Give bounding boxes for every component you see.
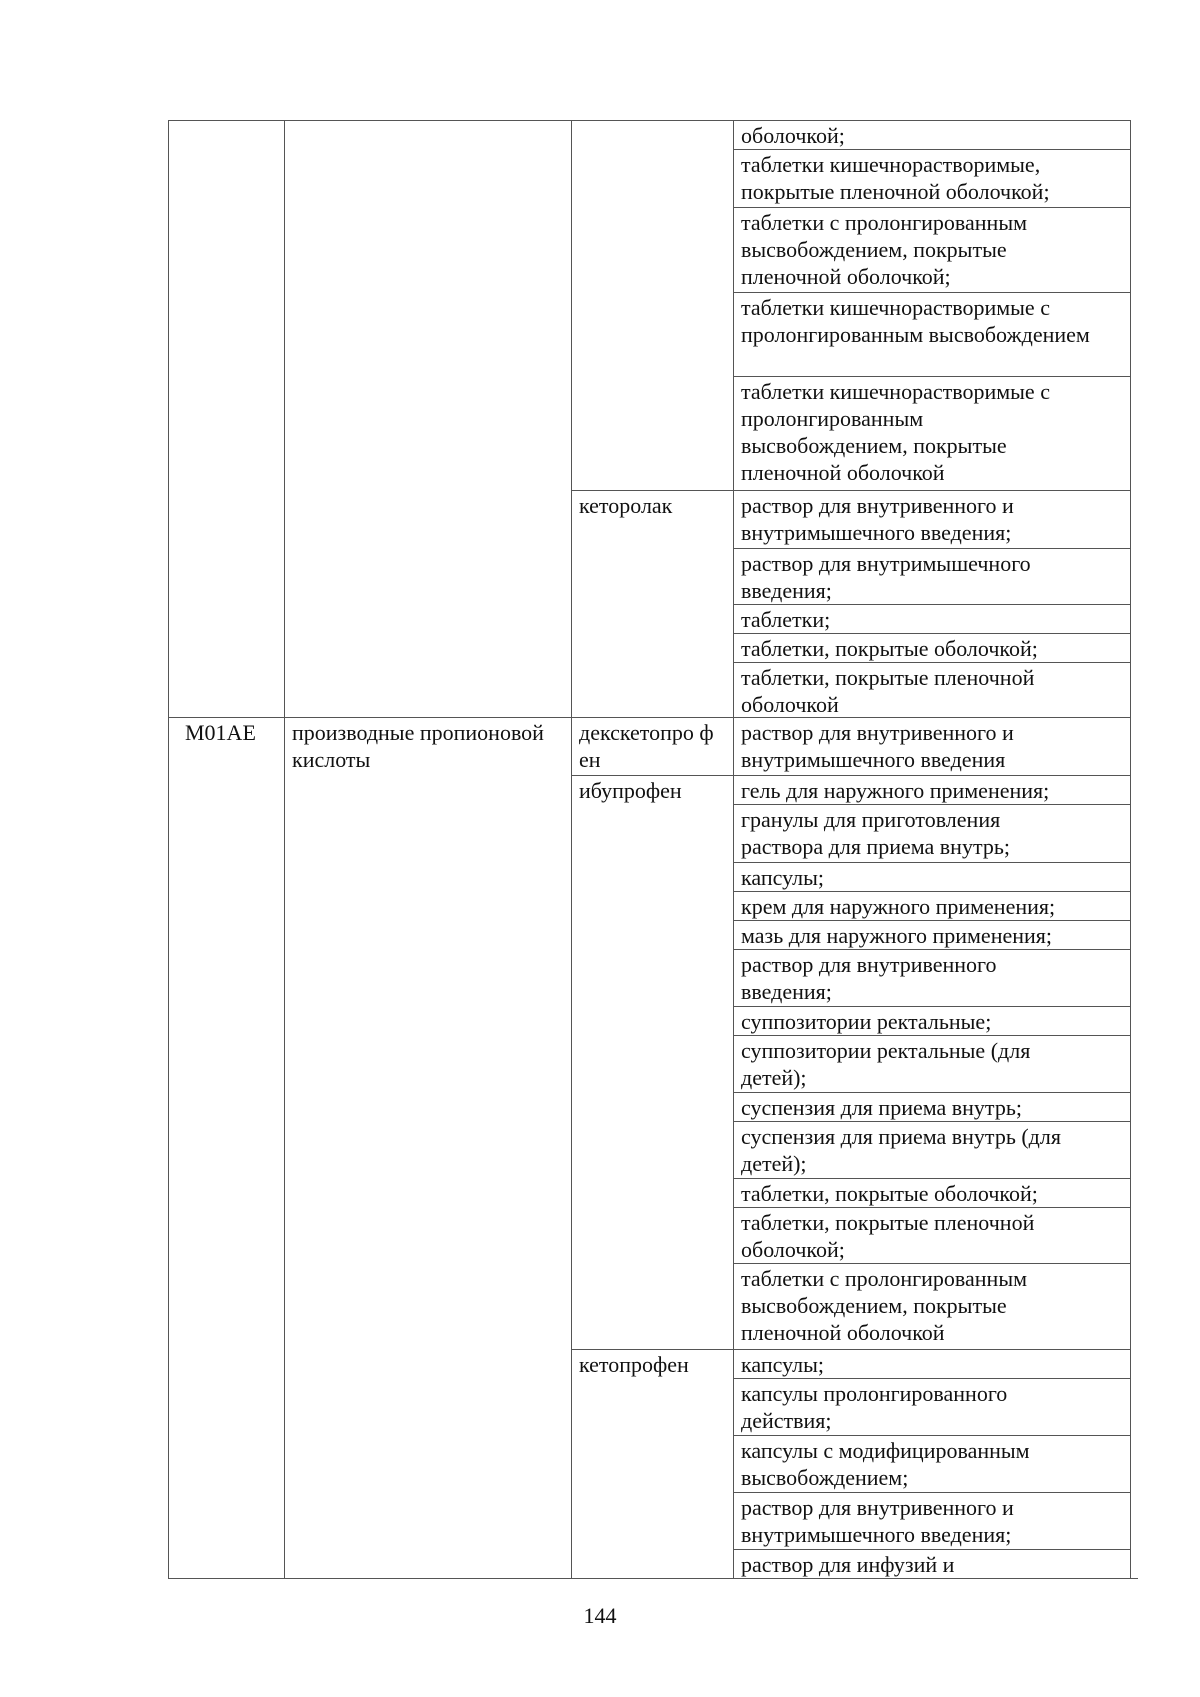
form-separator — [733, 1178, 1130, 1179]
dosage-form: суспензия для приема внутрь; — [741, 1095, 1022, 1120]
dosage-form: мазь для наружного применения; — [741, 923, 1053, 948]
form-separator — [733, 804, 1130, 805]
dosage-form: таблетки, покрытые пленочной оболочкой; — [741, 1210, 1035, 1262]
dosage-form: крем для наружного применения; — [741, 894, 1056, 919]
form-separator — [733, 292, 1130, 293]
table-left-border — [168, 120, 169, 1578]
form-separator — [733, 891, 1130, 892]
table-top-border — [168, 120, 1130, 121]
dosage-form: таблетки, покрытые пленочной оболочкой — [741, 665, 1035, 717]
dosage-form: гель для наружного применения; — [741, 778, 1050, 803]
dosage-form: таблетки кишечнорастворимые с пролонгированным высвобождением — [741, 295, 1090, 347]
dosage-form: раствор для внутривенного и внутримышечного введения; — [741, 1495, 1014, 1547]
form-separator — [733, 376, 1130, 377]
dosage-form: капсулы пролонгированного действия; — [741, 1381, 1008, 1433]
dosage-form: таблетки, покрытые оболочкой; — [741, 1181, 1038, 1206]
drug-name-ibuprofen: ибупрофен — [579, 778, 682, 803]
dosage-form: суппозитории ректальные (для детей); — [741, 1038, 1031, 1090]
form-separator — [733, 1263, 1130, 1264]
page-number: 144 — [583, 1603, 617, 1628]
drug-separator-ibuprofen — [571, 775, 1130, 776]
dosage-form: гранулы для приготовления раствора для приема внутрь; — [741, 807, 1010, 859]
dosage-form: капсулы; — [741, 1352, 824, 1377]
form-separator — [733, 149, 1130, 150]
dosage-form: суппозитории ректальные; — [741, 1009, 992, 1034]
form-separator — [733, 920, 1130, 921]
drug-name-ketoprofen: кетопрофен — [579, 1352, 689, 1377]
form-separator — [733, 949, 1130, 950]
dosage-form: капсулы; — [741, 865, 824, 890]
drug-separator-ketorolac — [571, 490, 1130, 491]
dosage-form: таблетки; — [741, 607, 831, 632]
drug-separator-ketoprofen — [571, 1349, 1130, 1350]
drug-name-dexketoprofen: декскетопро фен — [579, 720, 714, 772]
form-separator — [733, 548, 1130, 549]
dosage-form: оболочкой; — [741, 123, 845, 148]
dosage-form: таблетки с пролонгированным высвобождением, покрытые пленочной оболочкой; — [741, 210, 1028, 289]
form-separator — [733, 862, 1130, 863]
column-divider-drug — [733, 120, 734, 1578]
form-separator — [733, 662, 1130, 663]
form-separator — [733, 1435, 1130, 1436]
dosage-form: таблетки, покрытые оболочкой; — [741, 636, 1038, 661]
form-separator — [733, 1121, 1130, 1122]
form-separator — [733, 633, 1130, 634]
table-right-border — [1130, 120, 1131, 1578]
dosage-form: суспензия для приема внутрь (для детей); — [741, 1124, 1061, 1176]
dosage-form: таблетки кишечнорастворимые, покрытые пленочной оболочкой; — [741, 152, 1050, 204]
form-separator — [733, 207, 1130, 208]
column-divider-code — [284, 120, 285, 1578]
dosage-form: раствор для инфузий и — [741, 1552, 955, 1577]
form-separator — [733, 1006, 1130, 1007]
table-bottom-border — [168, 1578, 1138, 1579]
form-separator — [733, 604, 1130, 605]
dosage-form: раствор для внутривенного и внутримышечного введения; — [741, 493, 1014, 545]
form-separator — [733, 1492, 1130, 1493]
dosage-form: таблетки с пролонгированным высвобождением, покрытые пленочной оболочкой — [741, 1266, 1028, 1345]
form-separator — [733, 1378, 1130, 1379]
atc-group-name: производные пропионовой кислоты — [292, 720, 544, 772]
drug-name-ketorolac: кеторолак — [579, 493, 673, 518]
dosage-form: капсулы с модифицированным высвобождением; — [741, 1438, 1030, 1490]
dosage-form: раствор для внутривенного и внутримышечного введения — [741, 720, 1014, 772]
atc-code: M01AE — [185, 720, 256, 745]
dosage-form: раствор для внутривенного введения; — [741, 952, 997, 1004]
form-separator — [733, 1549, 1130, 1550]
form-separator — [733, 1207, 1130, 1208]
form-separator — [733, 1035, 1130, 1036]
dosage-form: раствор для внутримышечного введения; — [741, 551, 1031, 603]
dosage-form: таблетки кишечнорастворимые с пролонгированным высвобождением, покрытые пленочной оболочкой — [741, 379, 1050, 485]
form-separator — [733, 1092, 1130, 1093]
column-divider-group — [571, 120, 572, 1578]
